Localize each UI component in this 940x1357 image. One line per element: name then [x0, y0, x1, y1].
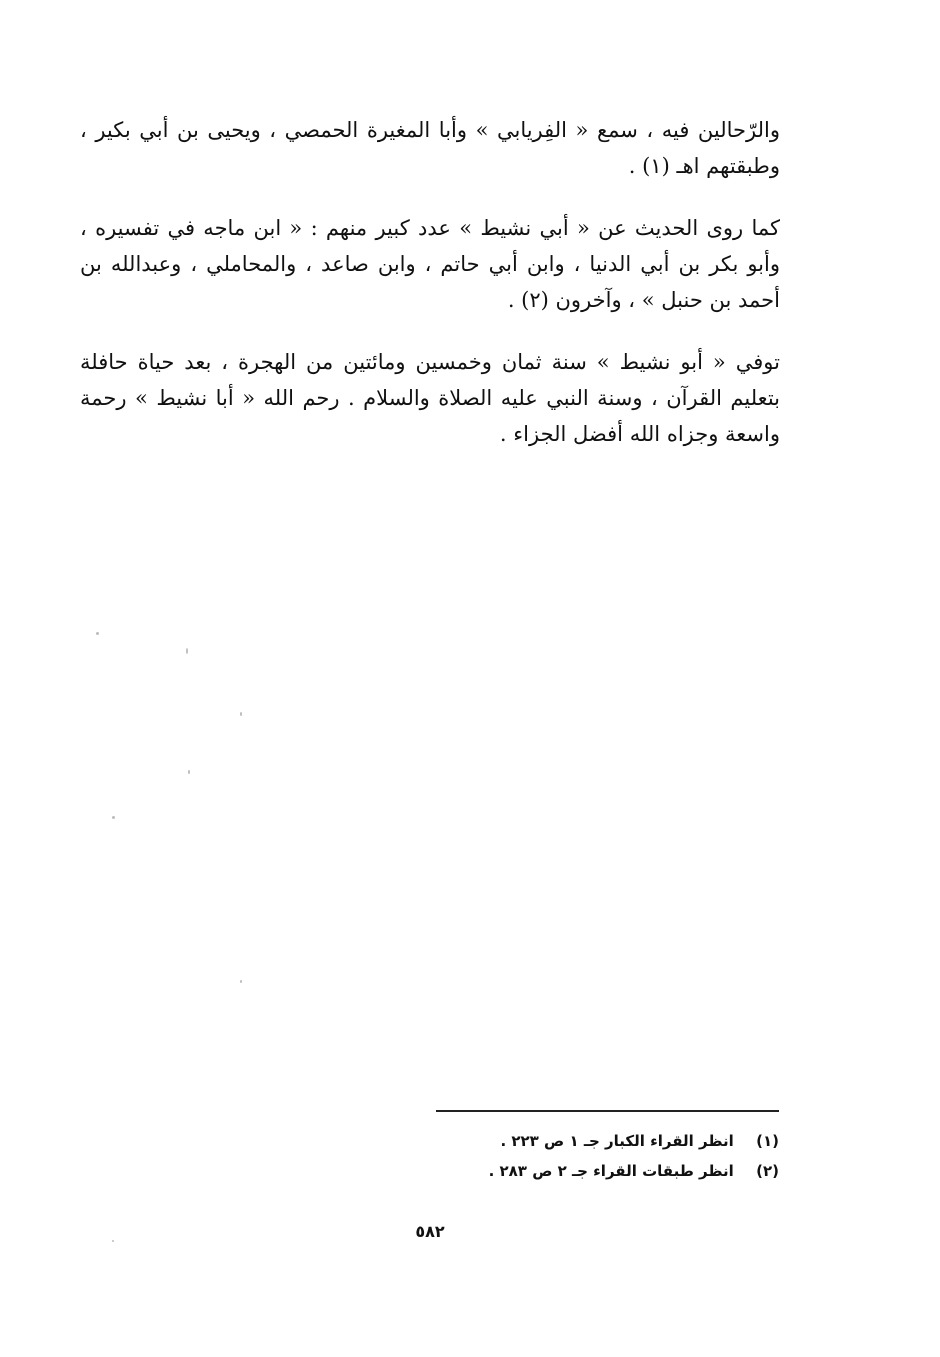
footnote-number: (٢) — [756, 1162, 779, 1180]
paragraph-3: توفي « أبو نشيط » سنة ثمان وخمسين ومائتين من الهجرة ، بعد حياة حافلة بتعليم القرآن ، وسنة النبي عليه الصلاة والسلام . رحم الله « أبا نشيط » رحمة واسعة وجزاه الله أفضل الجزاء . — [80, 350, 780, 446]
scan-speck — [112, 816, 115, 819]
footnotes — [436, 1126, 779, 1186]
scan-speck — [240, 712, 242, 716]
scan-speck — [112, 1240, 114, 1242]
scan-speck — [240, 980, 242, 983]
footnote-1 — [436, 1126, 779, 1156]
paragraph-1: والرّحالين فيه ، سمع « الفِريابي » وأبا المغيرة الحمصي ، ويحيى بن أبي بكير ، وطبقتهم اهـ (١) . — [80, 118, 780, 178]
scan-speck — [186, 648, 188, 654]
footnote-separator — [436, 1110, 779, 1112]
footnote-text: انظر طبقات القراء جـ ٢ ص ٢٨٣ . — [488, 1162, 734, 1180]
footnote-2 — [436, 1156, 779, 1186]
scan-speck — [188, 770, 190, 774]
body-text — [80, 112, 780, 452]
scan-speck — [96, 632, 99, 635]
footnote-number: (١) — [756, 1132, 779, 1150]
paragraph-2: كما روى الحديث عن « أبي نشيط » عدد كبير منهم : « ابن ماجه في تفسيره ، وأبو بكر بن أبي الدنيا ، وابن أبي حاتم ، وابن صاعد ، والمحاملي ، وعبدالله بن أحمد بن حنبل » ، وآخرون (٢) . — [80, 216, 780, 312]
footnote-text: انظر القراء الكبار جـ ١ ص ٢٢٣ . — [500, 1132, 734, 1150]
page-number: ٥٨٢ — [415, 1222, 445, 1241]
